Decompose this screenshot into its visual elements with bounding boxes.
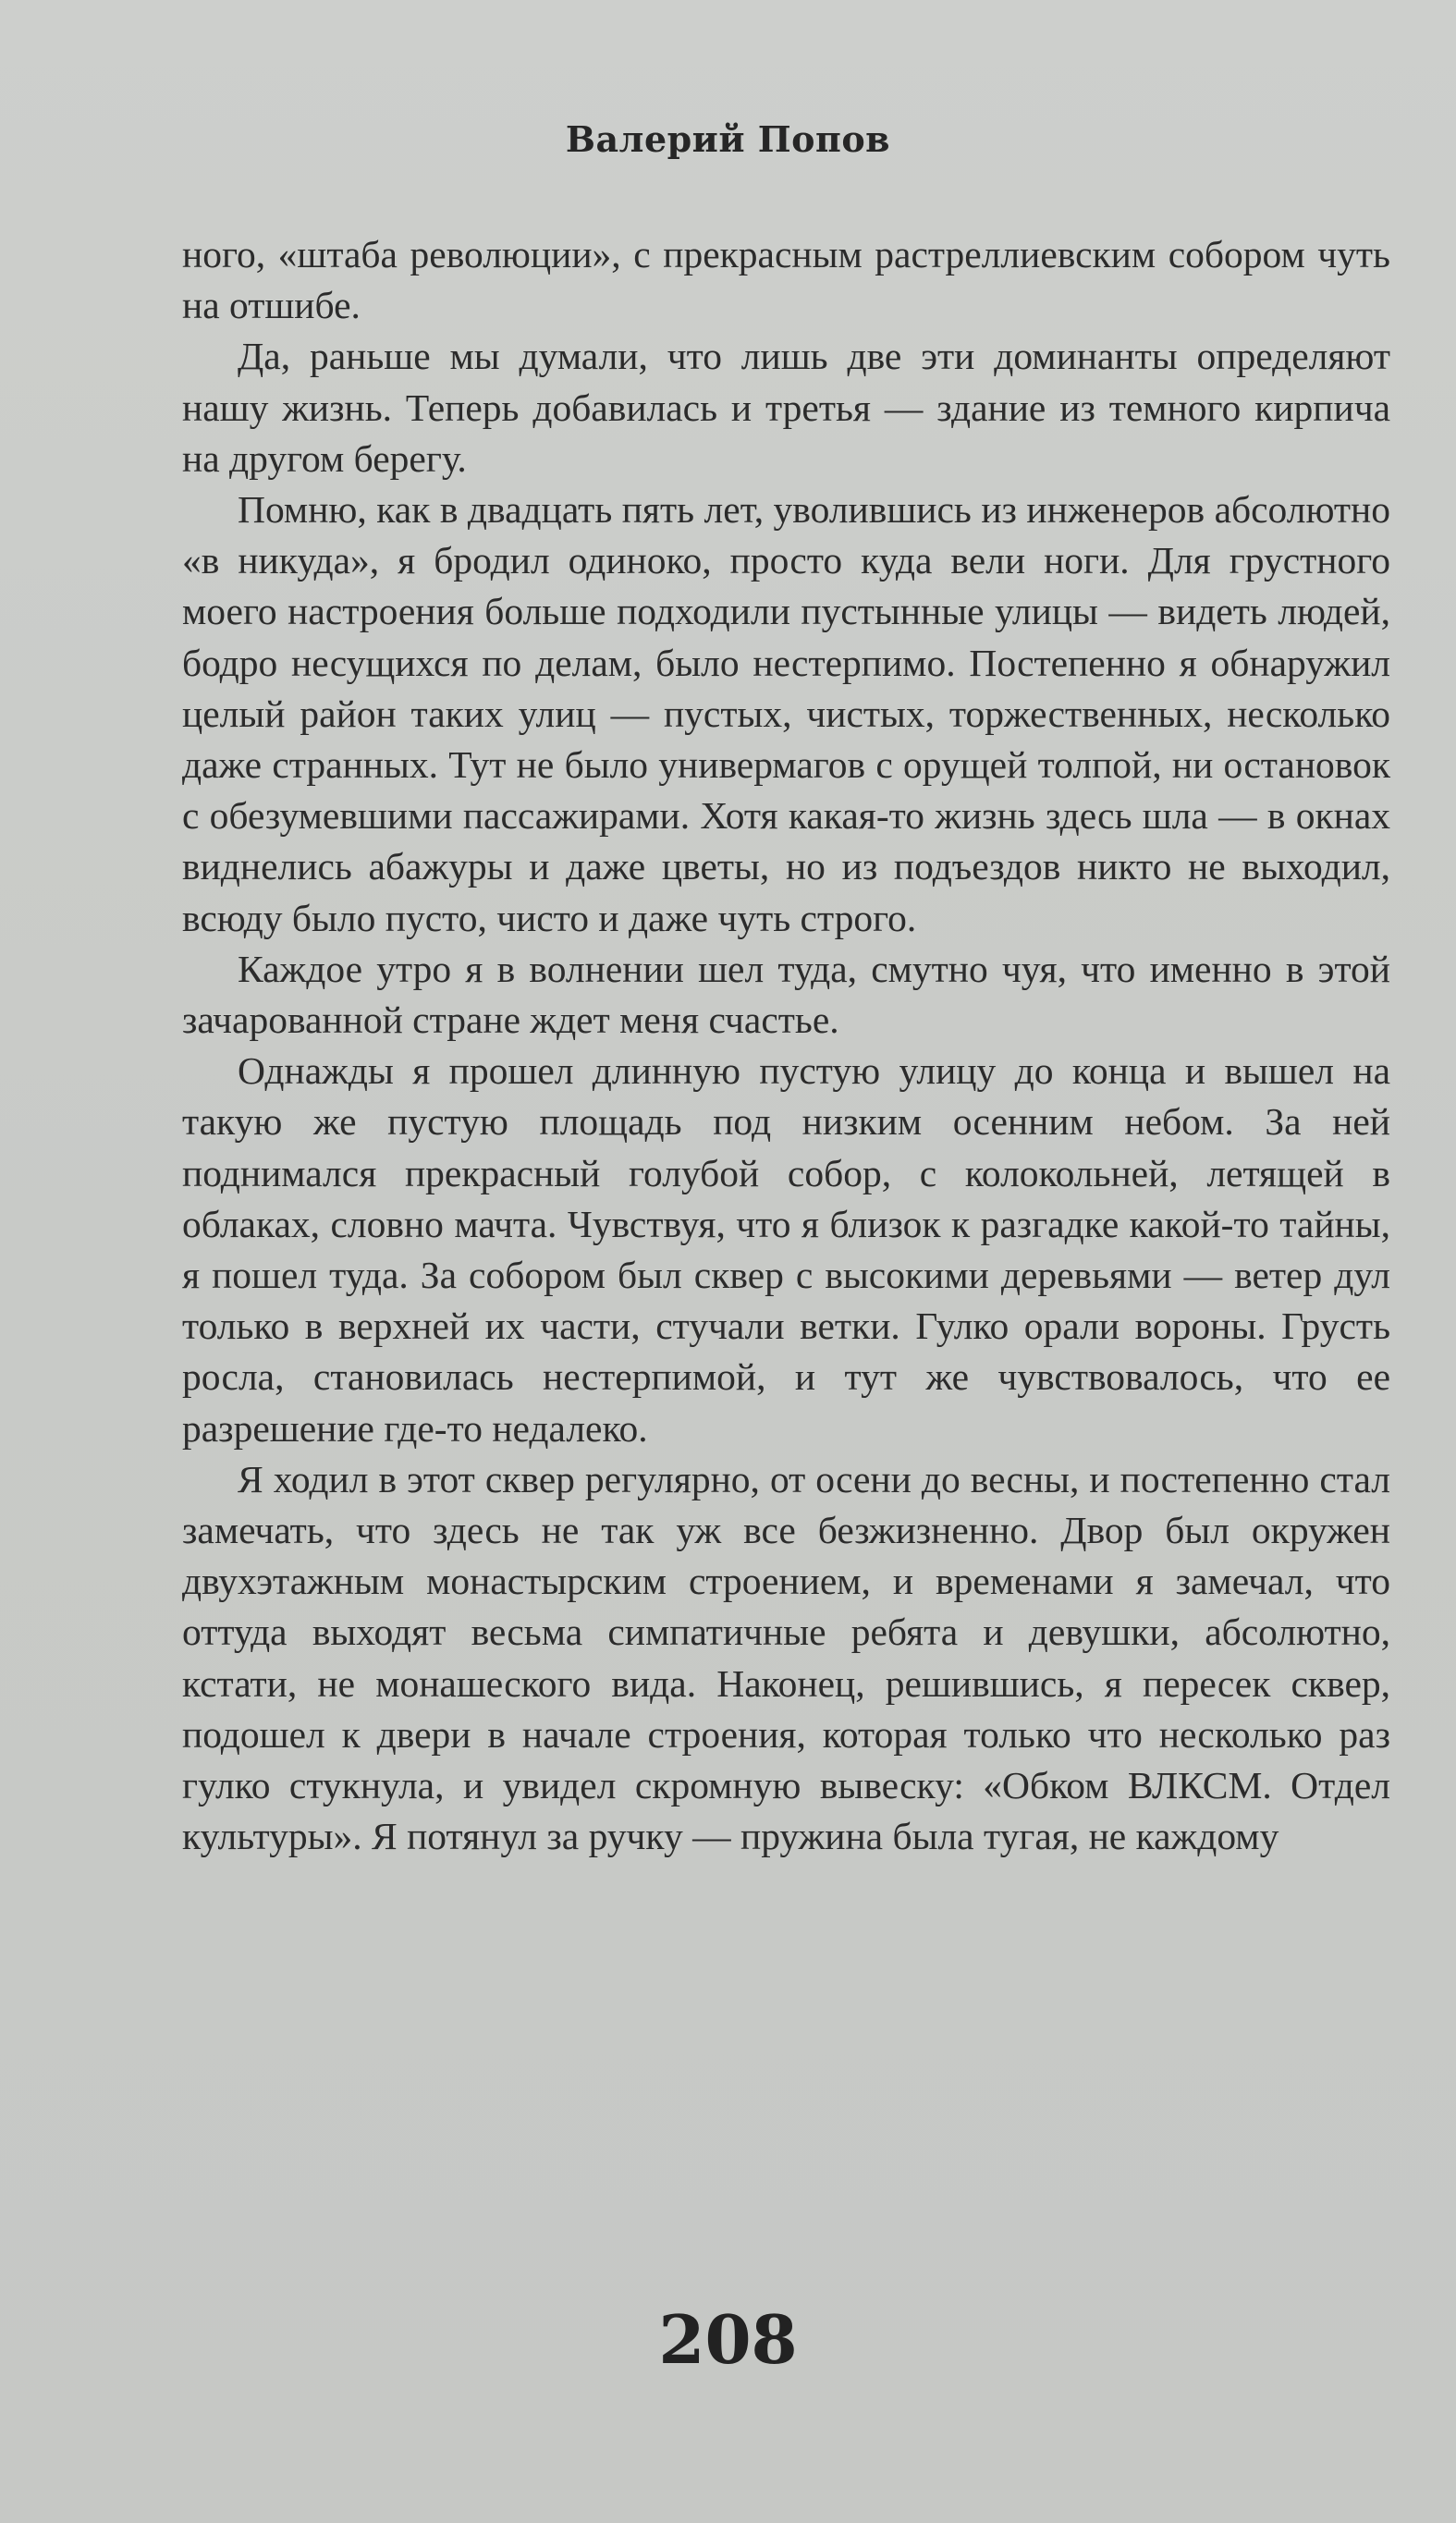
- page-number: 208: [658, 2300, 798, 2379]
- paragraph-3: Помню, как в двадцать пять лет, уволившись из инженеров абсолютно «в никуда», я бродил одиноко, просто куда вели ноги. Для грустного моего настроения больше подходили пустынные улицы — видеть людей, бодро несущихся по делам, было нестерпимо. Постепенно я обнаружил целый район таких улиц — пустых, чистых, торжественных, несколько даже странных. Тут не было универмагов с орущей толпой, ни остановок с обезумевшими пассажирами. Хотя какая-то жизнь здесь шла — в окнах виднелись абажуры и даже цветы, но из подъездов никто не выходил, всюду было пусто, чисто и даже чуть строго.: [182, 488, 1390, 939]
- body-text: [182, 229, 1390, 1863]
- paragraph-2: Да, раньше мы думали, что лишь две эти доминанты определяют нашу жизнь. Теперь добавилась и третья — здание из темного кирпича на другом берегу.: [182, 335, 1390, 480]
- paragraph-1: ного, «штаба революции», с прекрасным растреллиевским собором чуть на отшибе.: [182, 233, 1390, 327]
- running-head-author: Валерий Попов: [565, 118, 891, 160]
- paragraph-4: Каждое утро я в волнении шел туда, смутно чуя, что именно в этой зачарованной стране ждет меня счастье.: [182, 947, 1390, 1042]
- paragraph-6: Я ходил в этот сквер регулярно, от осени до весны, и постепенно стал замечать, что здесь не так уж все безжизненно. Двор был окружен двухэтажным монастырским строением, и временами я замечал, что оттуда выходят весьма симпатичные ребята и девушки, абсолютно, кстати, не монашеского вида. Наконец, решившись, я пересек сквер, подошел к двери в начале строения, которая только что несколько раз гулко стукнула, и увидел скромную вывеску: «Обком ВЛКСМ. Отдел культуры». Я потянул за ручку — пружина была тугая, не каждому: [182, 1457, 1390, 1858]
- paragraph-5: Однажды я прошел длинную пустую улицу до конца и вышел на такую же пустую площадь под низким осенним небом. За ней поднимался прекрасный голубой собор, с колокольней, летящей в облаках, словно мачта. Чувствуя, что я близок к разгадке какой-то тайны, я пошел туда. За собором был сквер с высокими деревьями — ветер дул только в верхней их части, стучали ветки. Гулко орали вороны. Грусть росла, становилась нестерпимой, и тут же чувствовалось, что ее разрешение где-то недалеко.: [182, 1049, 1390, 1450]
